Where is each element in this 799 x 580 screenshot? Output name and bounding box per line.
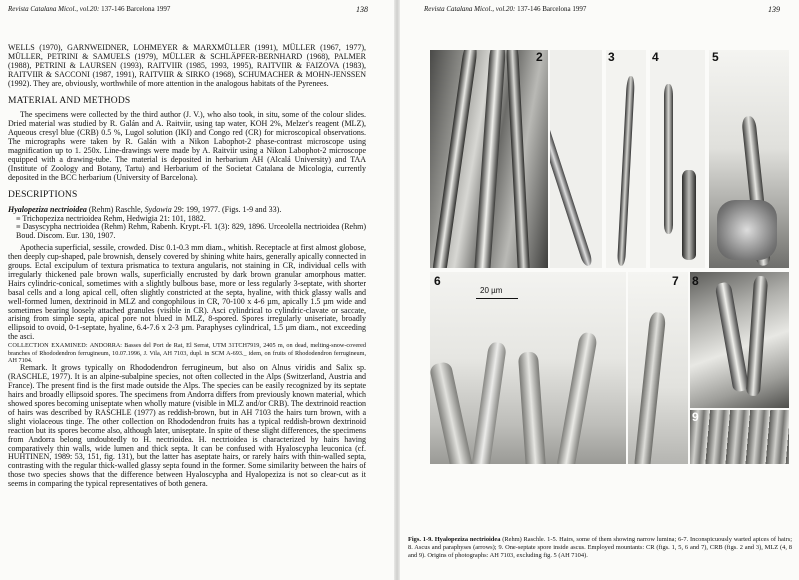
collection-label: COLLECTION EXAMINED: <box>8 342 88 350</box>
species-reference: 29: 199, 1977. (Figs. 1-9 and 33). <box>171 204 282 214</box>
left-page <box>0 0 394 580</box>
right-running-head-journal: Revista Catalana Micol., vol.20: <box>424 5 516 13</box>
left-running-head-pages: 137-146 Barcelona 1997 <box>101 5 171 13</box>
figure-label-5: 5 <box>712 50 719 64</box>
left-running-head <box>8 5 170 13</box>
collection-examined <box>8 342 366 364</box>
left-page-number: 138 <box>356 5 368 14</box>
figure-label-9: 9 <box>692 410 699 424</box>
figure-photo-1 <box>430 50 548 268</box>
scale-bar <box>476 298 518 300</box>
remarks-paragraph: Remark. It grows typically on Rhododendron ferrugineum, but also on Alnus viridis and Salix sp. (RASCHLE, 1977). It is an alpine-subalpine species, not often collected in the Alps (Switzerland, Austria and France). The present find is the first made outside the Alps. The species can be easily recognized by its septate hairs and broadly ellipsoid spores. The specimens from Andorra differs from previously known material, which showed spores becoming uniseptate when wholly mature (visible in MLZ and/or CRB). The dextrinoid reaction of hairs was described by RASCHLE (1977) as reddish-brown, but in AH 7103 the hairs turn brown, with a slight violaceous tinge. The other collection on Rhododendron fruits has a typical reddish-brown dextrinoid reaction but its spores become also, although later, uniseptate. In spite of these slight differences, the specimens from Andorra belong undoubtedly to H. nectrioidea. H. nectrioidea is characterized by hairs having comparatively thin walls, wide lumen and thick septa. It can be confused with Hyaloscypha leuconica (cf. HUHTINEN, 1989: 53, 151, fig. 131), but the latter has aseptate hairs, or rarely hairs with thin-walled septa, contrasting with the regular thick-walled glassy septa found in the former. Some similarity between the hairs of those two species shows that the difference between Hyaloscypha and Hyalopeziza is not so clear-cut as it seems in comparing the typical representatives of both genera. <box>8 363 366 489</box>
figure-photo-2 <box>550 50 602 268</box>
figure-photo-4 <box>650 50 705 268</box>
descriptions-heading: DESCRIPTIONS <box>8 189 78 200</box>
scale-bar-label: 20 µm <box>480 286 503 295</box>
synonym-2: ≡ Dasyscypha nectrioidea (Rehm) Rehm, Rabenh. Krypt.-Fl. 1(3): 829, 1896. Urceolella nectrioidea (Rehm) Boud. Discom. Eur. 130, 1907. <box>16 222 366 241</box>
methods-heading: MATERIAL AND METHODS <box>8 95 131 106</box>
right-page-number: 139 <box>768 5 780 14</box>
figure-label-4: 4 <box>652 50 659 64</box>
species-journal: Sydowia <box>144 204 172 214</box>
figure-label-3: 3 <box>608 50 615 64</box>
figure-photo-8 <box>690 272 789 408</box>
figure-label-6: 6 <box>434 274 441 288</box>
species-author: (Rehm) Raschle, <box>86 204 145 214</box>
right-running-head-pages: 137-146 Barcelona 1997 <box>517 5 587 13</box>
description-paragraph: Apothecia superficial, sessile, crowded. Disc 0.1-0.3 mm diam., whitish. Receptacle at first almost globose, then deeply cup-shaped, pale brownish, densely covered by shining white hairs, generally apically connected in groups. Ectal excipulum of textura prismatica to textura angularis, not staining in CR, individual cells with irregularly thickened pale brown walls, superficially encrusted by dark brown granular amorphous matter. Hairs cylindric-conical, sometimes with a slightly bulbous base, more or less regularly 3-septate, with shorter basal cells and a long apical cell, often slightly constricted at the septa, hyaline, with thick glassy walls and well-formed lumen, dextrinoid in MLZ and congophilous in CR, 70-100 x 4-6 µm, apically 1.5 µm wide and sometimes bearing loosely attached granules (visible in CR). Asci cylindrical to cylindric-clavate or saccate, arising from simple septa, apical pore not blued in MLZ, 8-spored. Spores irregularly uniseriate, broadly ellipsoid to ovoid, 0-1-septate, hyaline, 6.4-7.6 x 2-3 µm. Paraphyses cylindrical, 1.5 µm diam., not exceeding the asci. <box>8 243 366 342</box>
left-page-body <box>8 44 366 489</box>
left-running-head-journal: Revista Catalana Micol., vol.20: <box>8 5 100 13</box>
figure-caption <box>408 536 792 560</box>
figure-photo-7 <box>628 272 688 464</box>
collection-text: ANDORRA: Basses del Port de Rat, El Serrat, UTM 31TCH7919, 2405 m, on dead, melting-snow-covered branches of Rhododendron ferrugineum, 10.07.1996, J. Vila, AH 7103, dupl. in SCM A-693._ idem, on fruits of Rhododendron ferrugineum, AH 7104. <box>8 342 366 364</box>
intro-paragraph: WELLS (1970), GARNWEIDNER, LOHMEYER & MARXMÜLLER (1991), MÜLLER (1967, 1977), MÜLLER, PETRINI & SAMUELS (1979), MÜLLER & SCHLÄPFER-BERNHARD (1968), PALMER (1988), PETRINI & LAURSEN (1993), RAITVIIR (1985, 1993, 1995), RAITVIIR & FAIZOVA (1983), RAITVIIR & SACCONI (1987, 1991), RAITVIIR & SIRKO (1968), SCHUMACHER & MOHN-JENSSEN (1992). They are, obviously, worthwhile of more attention in the analogous habitats of the Pyrenees. <box>8 43 366 88</box>
figure-photo-6 <box>430 272 626 464</box>
right-running-head <box>424 5 586 13</box>
figure-photo-5 <box>709 50 789 268</box>
figure-photo-3 <box>606 50 646 268</box>
species-name: Hyalopeziza nectrioidea <box>8 204 87 214</box>
right-page <box>400 0 799 580</box>
synonym-1: ≡ Trichopeziza nectrioidea Rehm, Hedwigia 21: 101, 1882. <box>16 213 206 223</box>
figure-label-2: 2 <box>536 50 543 64</box>
figure-photo-9 <box>690 410 789 464</box>
methods-paragraph: The specimens were collected by the third author (J. V.), who also took, in situ, some of the colour slides. Dried material was studied by R. Galán and A. Raitviir, using tap water, KOH 2%, Melzer's reagent (MLZ), Aqueous cresyl blue (CRB) 0.5 %, Lugol solution (IKI) and Congo red (CR) for microscopical observations. The micrographs were taken by R. Galán with a Nikon Labophot-2 phase-contrast microscope using magnification up to 1. 250x. Line-drawings were made by A. Raitviir using a Nikon Labophot-2 microscope equipped with a drawing-tube. The material is deposited in herbarium AH (Alcalá University) and TAA (Institute of Zoology and Botany, Tartu) and Herbarium of the Societat Catalana de Micologia, currently deposited in the BCC herbarium (University of Barcelona). <box>8 110 366 182</box>
caption-lead: Figs. 1-9. Hyalopeziza nectrioidea <box>408 536 501 543</box>
figure-label-7: 7 <box>672 274 679 288</box>
figure-label-8: 8 <box>692 274 699 288</box>
caption-text: (Rehm) Raschle. 1-5. Hairs, some of them showing narrow lumina; 6-7. Inconspicuously warted apices of hairs; 8. Ascus and paraphyses (arrows); 9. One-septate spore inside ascus. Employed mountants: CR (figs. 1, 5, 6 and 7), CRB (figs. 2 and 3), MLZ (4, 8 and 9). Origins of photographs: AH 7103, excluding fig. 5 (AH 7104). <box>408 536 792 559</box>
